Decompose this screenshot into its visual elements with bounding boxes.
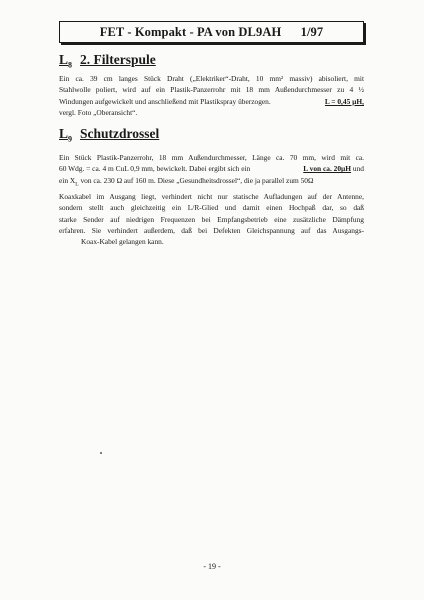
inductance-value: L = 0,45 µH, — [324, 96, 364, 106]
section-heading-filterspule — [59, 52, 156, 70]
scan-speck — [100, 452, 102, 454]
text-line: Koaxkabel im Ausgang liegt, verhindert nicht nur statische Aufladungen auf der Antenne, — [59, 191, 364, 201]
text-line: 60 Wdg. = ca. 4 m CuL 0,9 mm, bewickelt. Dabei ergibt sich ein L von ca. 20µH und — [59, 164, 364, 174]
text-line: sondern stellt auch gleichzeitig ein L/R-Glied und damit einen Hochpaß dar, so daß — [59, 203, 364, 213]
section-paragraph-schutzdrossel — [59, 152, 364, 248]
inductance-value: L von ca. 20µH — [303, 164, 352, 174]
text-line: Stahlwolle poliert, wird auf ein Plastik-Panzerrohr mit 18 mm Außendurchmesser zu 4 ½ — [59, 85, 364, 95]
page-number: - 19 - — [203, 562, 221, 571]
header-title-box — [59, 21, 364, 43]
section-paragraph-filterspule — [59, 73, 364, 119]
section-heading-schutzdrossel — [59, 126, 159, 144]
component-symbol: $L_9$ — [59, 126, 73, 144]
text-line: vergl. Foto „Oberansicht“. — [59, 108, 138, 118]
text-line: Windungen aufgewickelt und anschließend mit Plastikspray überzogen. L = 0,45 µH, — [59, 96, 364, 106]
text-line: erfahren. Sie verhindert außerdem, daß bei Defekten Gleichspannung auf das Ausgangs- — [59, 225, 364, 235]
section-title: 2. Filterspule — [80, 52, 156, 67]
text-line: Ein ca. 39 cm langes Stück Draht („Elektriker“-Draht, 10 mm² massiv) abisoliert, mit — [59, 74, 364, 83]
header-title: FET - Kompakt - PA von DL9AH 1/97 — [99, 24, 324, 39]
text-line: ein $X_L$ von ca. 230 Ω auf 160 m. Diese „Gesundheitsdrossel“, die ja parallel zum 50Ω — [59, 175, 314, 188]
text-line: starke Sender auf niedrigen Frequenzen bei Empfangsbetrieb eine zusätzliche Dämpfung — [59, 214, 364, 224]
text-line: Ein Stück Plastik-Panzerrohr, 18 mm Außendurchmesser, Länge ca. 70 mm, wird mit ca. — [59, 153, 364, 162]
text-line: Koax-Kabel gelangen kann. — [81, 237, 164, 247]
section-title: Schutzdrossel — [80, 126, 160, 141]
component-symbol: $L_8$ — [59, 52, 73, 70]
